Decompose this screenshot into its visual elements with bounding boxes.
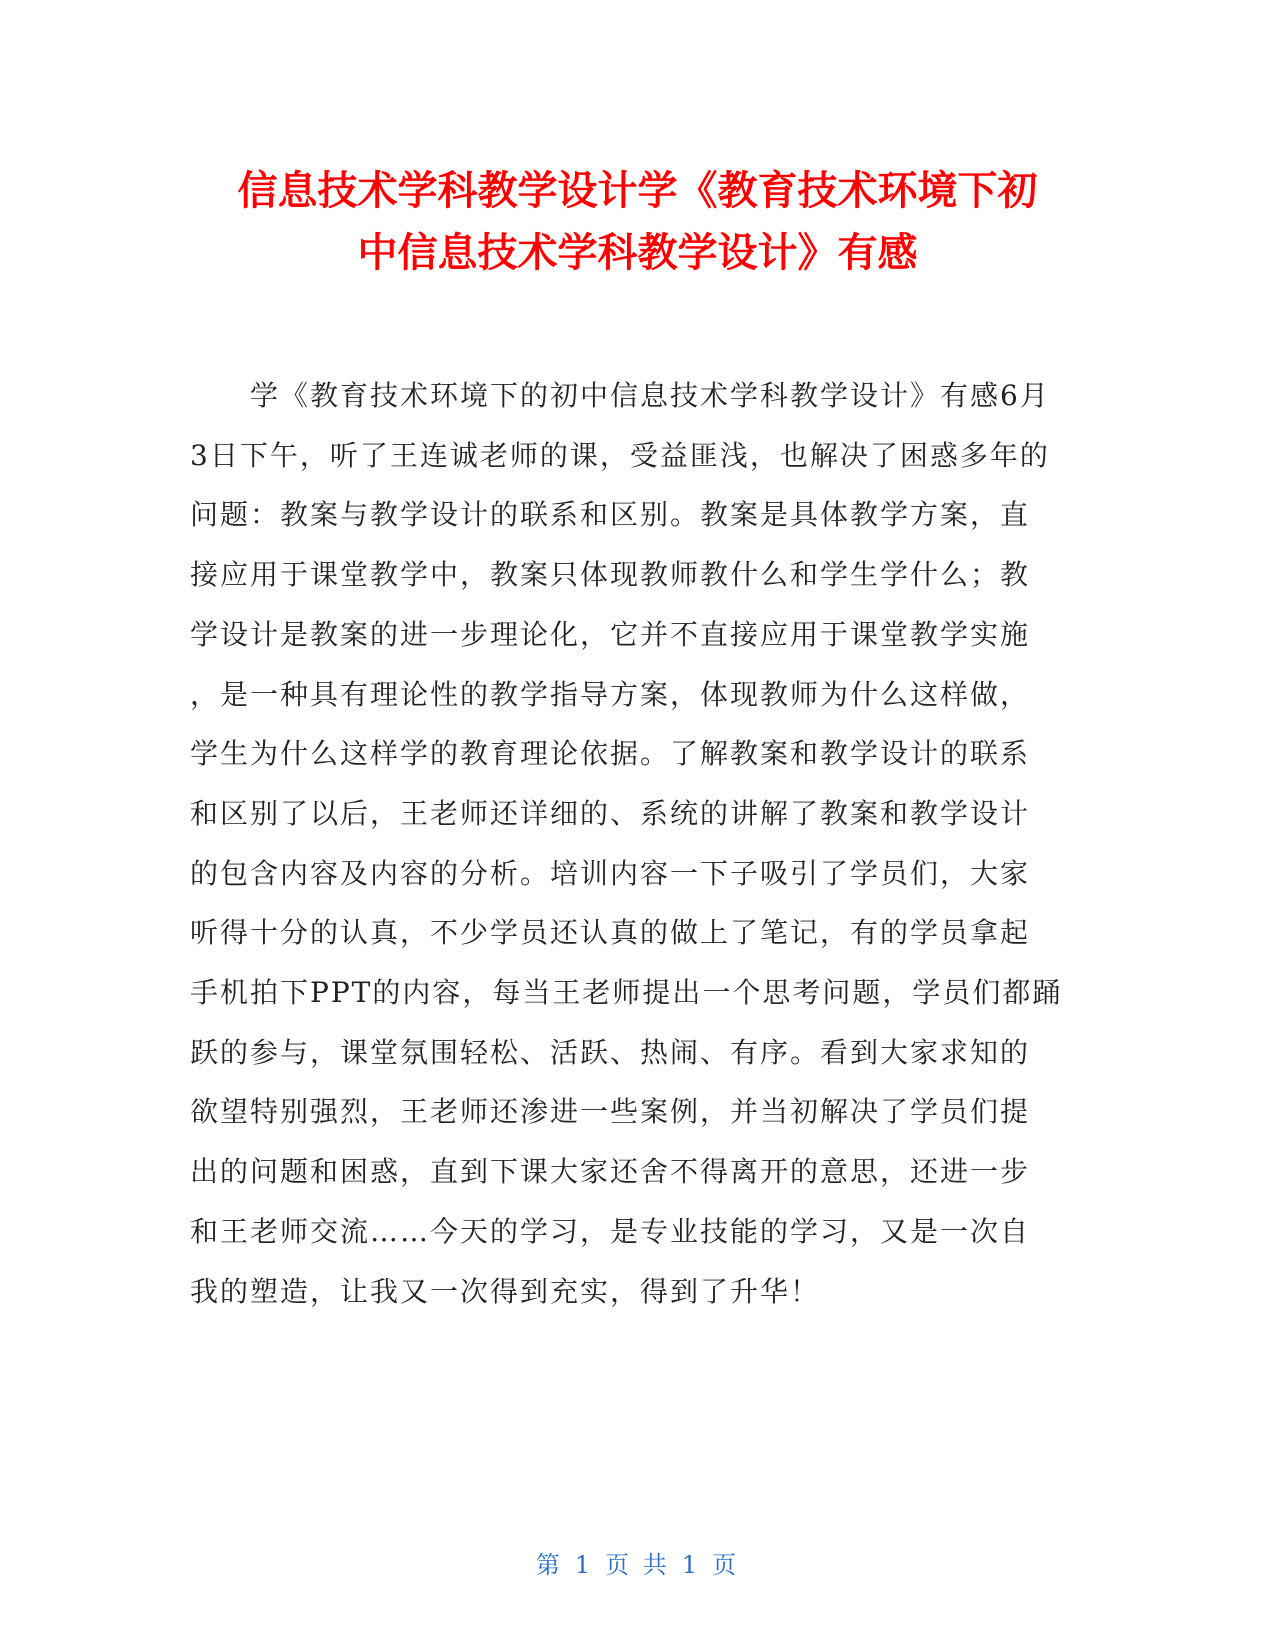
title-line-2: 中信息技术学科教学设计》有感 — [357, 230, 918, 276]
footer-middle: 页 共 — [605, 1551, 670, 1579]
footer-prefix: 第 — [535, 1551, 563, 1579]
body-line: 我的塑造，让我又一次得到充实，得到了升华！ — [190, 1274, 821, 1308]
body-line: 欲望特别强烈，王老师还渗进一些案例，并当初解决了学员们提 — [190, 1095, 1031, 1129]
body-line: ，是一种具有理论性的教学指导方案，体现教师为什么这样做， — [190, 677, 1031, 711]
page-number-footer — [0, 1550, 1275, 1580]
body-line: 和王老师交流……今天的学习，是专业技能的学习，又是一次自 — [190, 1214, 1031, 1248]
body-line: 接应用于课堂教学中，教案只体现教师教什么和学生学什么；教 — [190, 558, 1031, 592]
footer-suffix: 页 — [712, 1551, 740, 1579]
current-page-number: 1 — [574, 1551, 594, 1579]
body-line: 的包含内容及内容的分析。培训内容一下子吸引了学员们，大家 — [190, 856, 1031, 890]
title-line-1: 信息技术学科教学设计学《教育技术环境下初 — [237, 168, 1038, 214]
total-pages-number: 1 — [681, 1551, 701, 1579]
body-line: 3日下午，听了王连诚老师的课，受益匪浅，也解决了困惑多年的 — [190, 438, 1050, 472]
body-line: 和区别了以后，王老师还详细的、系统的讲解了教案和教学设计 — [190, 796, 1031, 830]
document-title — [180, 160, 1095, 284]
body-line: 学生为什么这样学的教育理论依据。了解教案和教学设计的联系 — [190, 737, 1031, 771]
body-line: 手机拍下PPT的内容，每当王老师提出一个思考问题，学员们都踊 — [190, 976, 1063, 1010]
body-line: 出的问题和困惑，直到下课大家还舍不得离开的意思，还进一步 — [190, 1155, 1031, 1189]
body-line: 听得十分的认真，不少学员还认真的做上了笔记，有的学员拿起 — [190, 916, 1031, 950]
body-line: 学《教育技术环境下的初中信息技术学科教学设计》有感6月 — [250, 379, 1050, 412]
body-line: 问题：教案与教学设计的联系和区别。教案是具体教学方案，直 — [190, 498, 1031, 532]
body-line: 学设计是教案的进一步理论化，它并不直接应用于课堂教学实施 — [190, 617, 1031, 651]
body-paragraph — [190, 366, 1080, 1321]
body-line: 跃的参与，课堂氛围轻松、活跃、热闹、有序。看到大家求知的 — [190, 1035, 1031, 1069]
